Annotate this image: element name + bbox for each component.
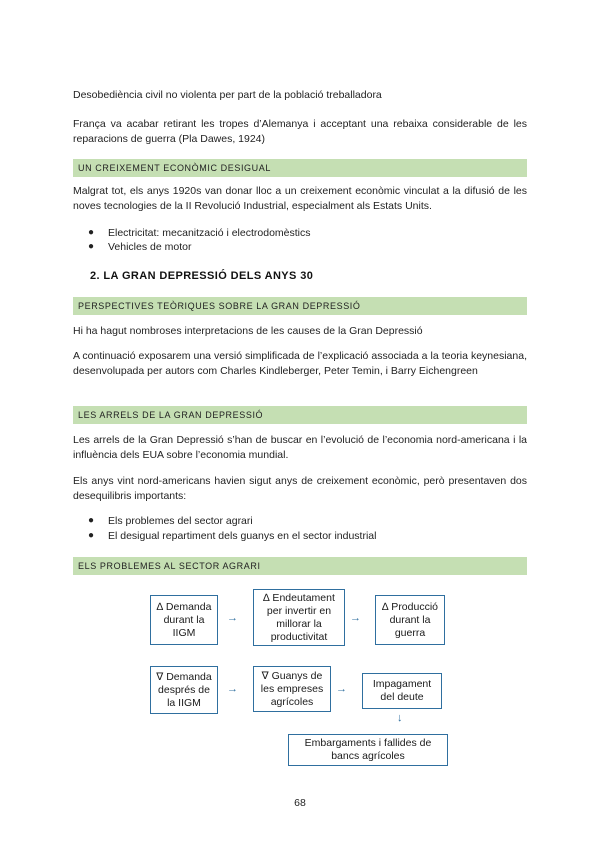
bullet-icon: ● bbox=[88, 241, 95, 252]
arrow-right-icon: → bbox=[227, 683, 238, 695]
diagram-box-demand-after: ∇ Demanda després de la IIGM bbox=[150, 666, 218, 714]
page-number: 68 bbox=[294, 797, 306, 809]
diagram-box-profits: ∇ Guanys de les empreses agrícoles bbox=[253, 666, 331, 712]
document-page: Desobediència civil no violenta per part de la població treballadora França va acabar retirant les tropes d’Alemanya i acceptant una rebaixa considerable de les reparacions de guerra (Pla Dawes, 1924) UN CREIXEMENT ECONÒMIC DESIGUAL Malgrat tot, els anys 1920s van donar lloc a un creixement econòmic vinculat a la difusió de les noves tecnologies de la II Revolució Industrial, especialment als Estats Units. ● Electricitat: mecanització i electrodomèstics ● Vehicles de motor 2. LA GRAN DEPRESSIÓ DELS ANYS 30 PERSPECTIVES TEÒRIQUES SOBRE LA GRAN DEPRESSIÓ Hi ha hagut nombroses interpretacions de les causes de la Gran Depressió A continuació exposarem una versió simplificada de l’explicació associada a la teoria keynesiana, desenvolupada per autors com Charles Kindleberger, Peter Temin, i Barry Eichengreen LES ARRELS DE LA GRAN DEPRESSIÓ Les arrels de la Gran Depressió s’han de buscar en l’evolució de l’economia nord-americana i la influència dels EUA sobre l’economia mundial. Els anys vint nord-americans havien sigut anys de creixement econòmic, però presentaven dos desequilibris importants: ● Els problemes del sector agrari ● El desigual repartiment dels guanys en el sector industrial ELS PROBLEMES AL SECTOR AGRARI ∆ Demanda durant la IIGM → ∆ Endeutament per invertir en millorar la productivitat → ∆ Producció durant la guerra ∇ Demanda després de la IIGM → ∇ Guanys de les empreses agrícoles → Impagament del deute ↓ Embargaments i fallides de bancs agrícoles 68 bbox=[0, 0, 600, 848]
section-header-agrarian-problems: ELS PROBLEMES AL SECTOR AGRARI bbox=[73, 557, 527, 575]
section-header-roots: LES ARRELS DE LA GRAN DEPRESSIÓ bbox=[73, 406, 527, 424]
section-header-theoretical-perspectives: PERSPECTIVES TEÒRIQUES SOBRE LA GRAN DEPRESSIÓ bbox=[73, 297, 527, 315]
arrow-right-icon: → bbox=[336, 683, 347, 695]
paragraph-dawes-plan: França va acabar retirant les tropes d’Alemanya i acceptant una rebaixa considerable de les reparacions de guerra (Pla Dawes, 1924) bbox=[73, 118, 527, 145]
bullet-icon: ● bbox=[88, 227, 95, 238]
paragraph-disobedience: Desobediència civil no violenta per part de la població treballadora bbox=[73, 89, 382, 101]
paragraph-roots: Les arrels de la Gran Depressió s’han de buscar en l’evolució de l’economia nord-americana i la influència dels EUA sobre l’economia mundial. bbox=[73, 434, 527, 461]
chapter-heading: 2. LA GRAN DEPRESSIÓ DELS ANYS 30 bbox=[90, 270, 314, 282]
paragraph-imbalances: Els anys vint nord-americans havien sigut anys de creixement econòmic, però presentaven dos desequilibris importants: bbox=[73, 475, 527, 502]
bullet-icon: ● bbox=[88, 530, 95, 541]
paragraph-keynesian: A continuació exposarem una versió simplificada de l’explicació associada a la teoria keynesiana, desenvolupada per autors com Charles Kindleberger, Peter Temin, i Barry Eichengreen bbox=[73, 350, 527, 377]
diagram-box-default: Impagament del deute bbox=[362, 673, 442, 709]
arrow-down-icon: ↓ bbox=[397, 712, 403, 724]
bullet-icon: ● bbox=[88, 515, 95, 526]
diagram-box-demand-war: ∆ Demanda durant la IIGM bbox=[150, 595, 218, 645]
arrow-right-icon: → bbox=[350, 612, 361, 624]
arrow-right-icon: → bbox=[227, 612, 238, 624]
diagram-box-debt: ∆ Endeutament per invertir en millorar la productivitat bbox=[253, 589, 345, 646]
paragraph-interpretations: Hi ha hagut nombroses interpretacions de les causes de la Gran Depressió bbox=[73, 325, 423, 337]
diagram-box-production: ∆ Producció durant la guerra bbox=[375, 595, 445, 645]
paragraph-growth: Malgrat tot, els anys 1920s van donar lloc a un creixement econòmic vinculat a la difusió de les noves tecnologies de la II Revolució Industrial, especialment als Estats Units. bbox=[73, 185, 527, 212]
diagram-box-foreclosures: Embargaments i fallides de bancs agrícoles bbox=[288, 734, 448, 766]
section-header-unequal-growth: UN CREIXEMENT ECONÒMIC DESIGUAL bbox=[73, 159, 527, 177]
